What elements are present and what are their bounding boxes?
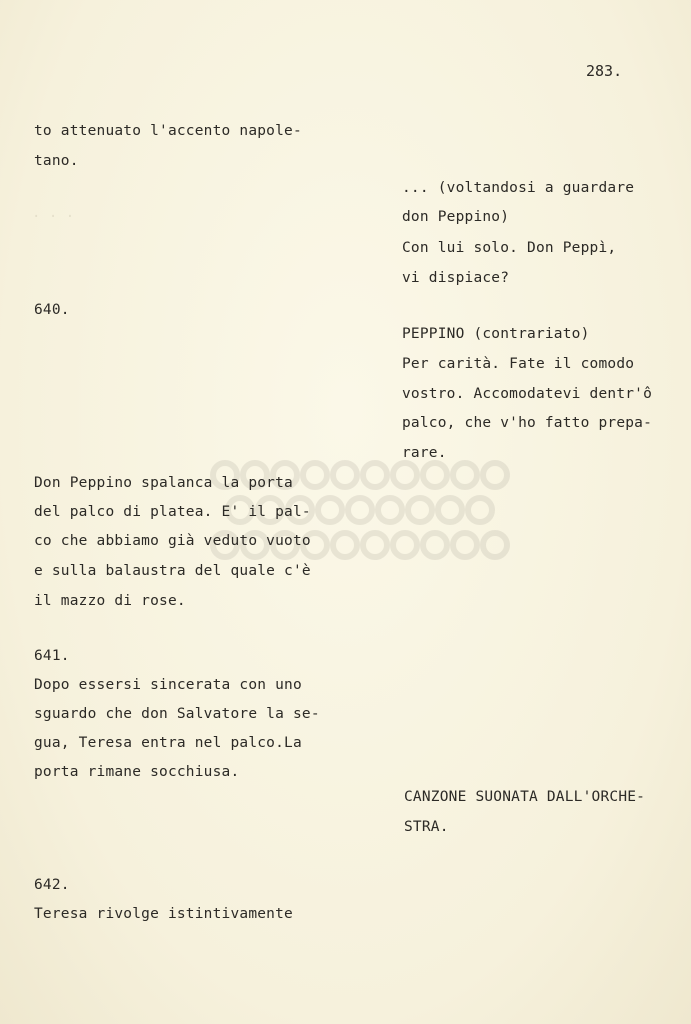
scene-number-640: 640.	[34, 302, 70, 318]
right-line-3: Con lui solo. Don Peppì,	[402, 240, 617, 256]
left-line-15: Teresa rivolge istintivamente	[34, 906, 293, 922]
character-name-peppino: PEPPINO (contrariato)	[402, 326, 590, 342]
left-line-1: to attenuato l'accento napole-	[34, 123, 302, 139]
right-line-1: ... (voltandosi a guardare	[402, 180, 635, 196]
scene-number-641: 641.	[34, 648, 70, 664]
right-line-4: vi dispiace?	[402, 270, 510, 286]
right-line-8: palco, che v'ho fatto prepa-	[402, 415, 653, 431]
left-line-12: gua, Teresa entra nel palco.La	[34, 735, 302, 751]
left-line-7: e sulla balaustra del quale c'è	[34, 563, 311, 579]
left-line-13: porta rimane socchiusa.	[34, 764, 240, 780]
right-line-9: rare.	[402, 445, 447, 461]
show-through-ghost-text: . . .	[32, 205, 75, 221]
left-line-6: co che abbiamo già veduto vuoto	[34, 533, 311, 549]
right-line-10: CANZONE SUONATA DALL'ORCHE-	[404, 789, 646, 805]
right-line-7: vostro. Accomodatevi dentr'ô	[402, 386, 653, 402]
left-line-8: il mazzo di rose.	[34, 593, 186, 609]
right-line-2: don Peppino)	[402, 209, 510, 225]
scene-number-642: 642.	[34, 877, 70, 893]
right-line-11: STRA.	[404, 819, 449, 835]
left-line-5: del palco di platea. E' il pal-	[34, 504, 311, 520]
left-line-4: Don Peppino spalanca la porta	[34, 475, 293, 491]
page-number: 283.	[586, 62, 623, 80]
left-line-10: Dopo essersi sincerata con uno	[34, 677, 302, 693]
left-line-2: tano.	[34, 153, 79, 169]
right-line-6: Per carità. Fate il comodo	[402, 356, 635, 372]
left-line-11: sguardo che don Salvatore la se-	[34, 706, 320, 722]
